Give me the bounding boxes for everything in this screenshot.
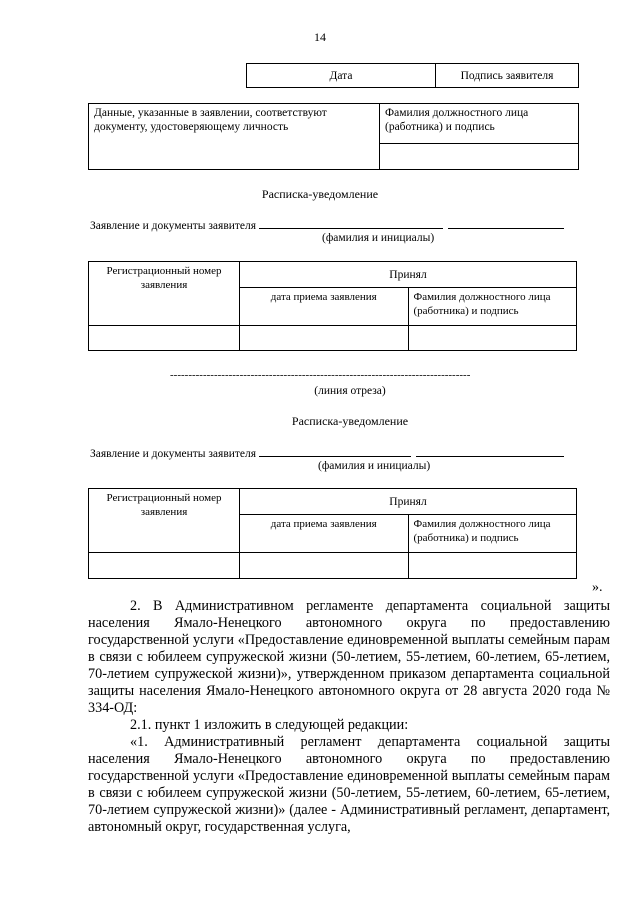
receipt-1-line-label: Заявление и документы заявителя (90, 220, 257, 232)
receipt-2-table (88, 488, 577, 579)
receipt-1-hint: (фамилия и инициалы) (322, 232, 435, 244)
receipt-1-line (90, 216, 564, 232)
paragraph-2-1: 2.1. пункт 1 изложить в следующей редакции: (130, 717, 409, 733)
body-text (88, 598, 610, 836)
paragraph-2: 2. В Административном регламенте департамента социальной защиты населения Ямало-Ненецкого автономного округа по предоставлению государственной услуги «Предоставление единовременной выплаты семейным парам в связи с юбилеем супружеской жизни (50-летием, 55-летием, 60-летием, 65-летием, 70-летием супружеской жизни)», утвержденном приказом департамента социальной защиты населения Ямало-Ненецкого автономного округа от 28 августа 2020 года № 334-ОД: (88, 598, 610, 716)
accepted-header: Принял (240, 489, 577, 515)
applicant-name-blank (259, 216, 443, 229)
date-accepted-header: дата приема заявления (240, 515, 409, 553)
paragraph-quote: «1. Административный регламент департамента социальной защиты населения Ямало-Ненецкого автономного округа по предоставлению государственной услуги «Предоставление единовременной выплаты семейным парам в связи с юбилеем супружеской жизни (50-летием, 55-летием, 60-летием, 65-летием, 70-летием супружеской жизни)» (далее - Административный регламент, департамент, автономный округ, государственная услуга, (88, 734, 610, 835)
applicant-name-blank (259, 444, 411, 457)
reg-number-header: Регистрационный номер заявления (89, 489, 240, 553)
extra-blank (448, 216, 564, 229)
reg-number-cell (89, 326, 240, 351)
official-header: Фамилия должностного лица (работника) и подпись (408, 515, 577, 553)
verification-table (88, 103, 579, 170)
official-label: Фамилия должностного лица (работника) и подпись (380, 104, 579, 144)
receipt-2-title: Расписка-уведомление (291, 414, 409, 428)
receipt-2-hint: (фамилия и инициалы) (318, 460, 431, 472)
cut-line: ---------------------------------------------------------------------------------- (170, 369, 471, 381)
receipt-2-line-label: Заявление и документы заявителя (90, 448, 257, 460)
official-signature-cell (380, 144, 579, 170)
date-accepted-cell (240, 553, 409, 579)
closing-quote: ». (592, 580, 603, 595)
date-cell: Дата (247, 64, 436, 88)
official-cell (408, 553, 577, 579)
reg-number-cell (89, 553, 240, 579)
date-accepted-header: дата приема заявления (240, 288, 409, 326)
extra-blank (416, 444, 564, 457)
official-header: Фамилия должностного лица (работника) и подпись (408, 288, 577, 326)
receipt-1-table (88, 261, 577, 351)
official-cell (408, 326, 577, 351)
receipt-1-title: Расписка-уведомление (261, 187, 379, 201)
cut-line-label: (линия отреза) (314, 385, 386, 397)
page-number: 14 (314, 30, 326, 44)
accepted-header: Принял (240, 262, 577, 288)
signature-cell: Подпись заявителя (436, 64, 579, 88)
receipt-2-line (90, 444, 564, 460)
verification-text: Данные, указанные в заявлении, соответствуют документу, удостоверяющему личность (89, 104, 380, 170)
date-signature-table (246, 63, 579, 88)
reg-number-header: Регистрационный номер заявления (89, 262, 240, 326)
date-accepted-cell (240, 326, 409, 351)
